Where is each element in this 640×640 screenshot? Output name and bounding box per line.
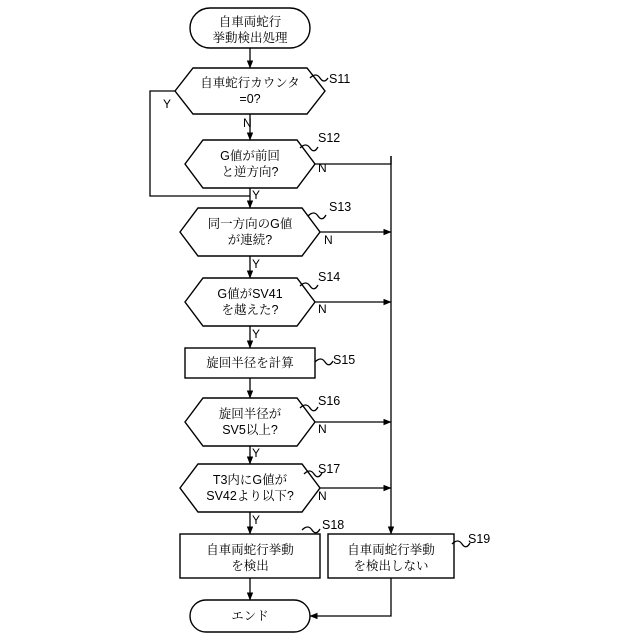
node-s15 [185,348,315,378]
step-label-s14: S14 [318,270,341,284]
node-s12 [185,140,315,188]
node-s13-label: 同一方向のG値 が連続? [207,217,293,247]
node-s14 [185,278,315,326]
branch-label-s16-yes: Y [252,446,261,460]
leader-s18 [302,527,320,533]
step-label-s11: S11 [329,72,351,86]
node-s16-label: 旋回半径が SV5以上? [218,407,282,437]
branch-label-s12-no: N [318,161,327,175]
node-s15-label: 旋回半径を計算 [206,356,294,370]
branch-label-s11-yes: Y [163,97,172,111]
node-s18 [180,534,320,578]
node-end [190,600,310,632]
node-end-label: エンド [231,609,269,623]
node-s14-label: G値がSV41 を越えた? [217,287,283,317]
node-s11 [175,68,325,114]
step-label-s15: S15 [333,353,356,367]
node-s12-label: G値が前回 と逆方向? [220,149,280,179]
step-label-s18: S18 [322,518,345,532]
node-s11-label: 自車蛇行カウンタ =0? [200,76,300,106]
node-s13 [180,208,320,256]
step-label-s16: S16 [318,394,341,408]
branch-label-s11-no: N [243,116,252,130]
branch-label-s16-no: N [318,422,327,436]
node-s16 [185,398,315,446]
step-label-s13: S13 [329,200,352,214]
branch-label-s12-yes: Y [252,188,261,202]
leader-s13 [308,213,326,219]
leader-s15 [315,359,333,365]
node-start-label: 自車両蛇行 挙動検出処理 [212,15,288,45]
step-label-s12: S12 [318,131,341,145]
node-s18-label: 自車両蛇行挙動 を検出 [206,543,294,573]
step-label-s19: S19 [468,532,491,546]
branch-label-s14-yes: Y [252,327,261,341]
branch-label-s13-no: N [324,233,333,247]
node-s17 [180,464,320,512]
node-s19 [328,534,454,578]
node-start [190,8,310,48]
branch-label-s13-yes: Y [252,257,261,271]
branch-label-s17-yes: Y [252,513,261,527]
node-s17-label: T3内にG値が SV42より以下? [206,473,294,503]
branch-label-s14-no: N [318,302,327,316]
step-label-s17: S17 [318,462,341,476]
connector-s19-to-end [310,578,391,616]
branch-label-s17-no: N [318,489,327,503]
node-s19-label: 自車両蛇行挙動 を検出しない [347,543,435,573]
